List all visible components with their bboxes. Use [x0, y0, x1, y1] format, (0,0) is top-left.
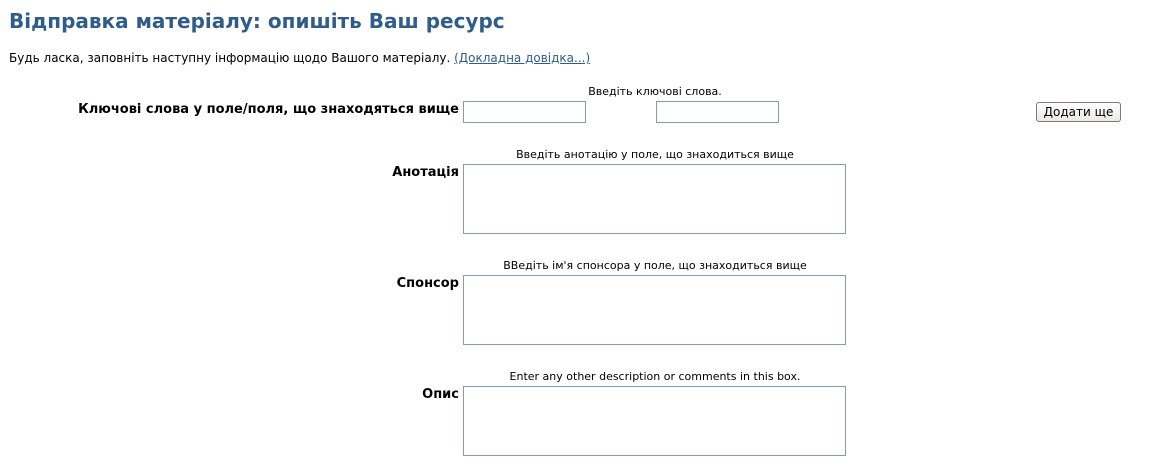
- keyword-input-1[interactable]: [463, 101, 586, 123]
- intro-text-row: [9, 51, 590, 65]
- keywords-hint: Введіть ключові слова.: [588, 85, 722, 98]
- description-hint: Enter any other description or comments in this box.: [509, 370, 801, 383]
- detailed-help-link[interactable]: (Докладна довідка...): [454, 51, 591, 65]
- page-title: Відправка матеріалу: опишіть Ваш ресурс: [9, 9, 505, 33]
- description-textarea[interactable]: [463, 386, 846, 456]
- intro-text: Будь ласка, заповніть наступну інформацію щодо Вашого матеріалу.: [9, 51, 451, 65]
- annotation-textarea[interactable]: [463, 164, 846, 234]
- sponsor-textarea[interactable]: [463, 275, 846, 345]
- keywords-label: Ключові слова у поле/поля, що знаходяться вище: [78, 102, 459, 117]
- sponsor-hint: ВВедіть ім'я спонсора у поле, що знаходиться вище: [503, 259, 807, 272]
- annotation-hint: Введіть анотацію у поле, що знаходиться вище: [516, 148, 794, 161]
- description-label: Опис: [422, 387, 459, 402]
- add-more-keywords-button[interactable]: Додати ще: [1036, 102, 1121, 122]
- sponsor-label: Спонсор: [396, 276, 459, 291]
- annotation-label: Анотація: [392, 165, 459, 180]
- keyword-input-2[interactable]: [656, 101, 779, 123]
